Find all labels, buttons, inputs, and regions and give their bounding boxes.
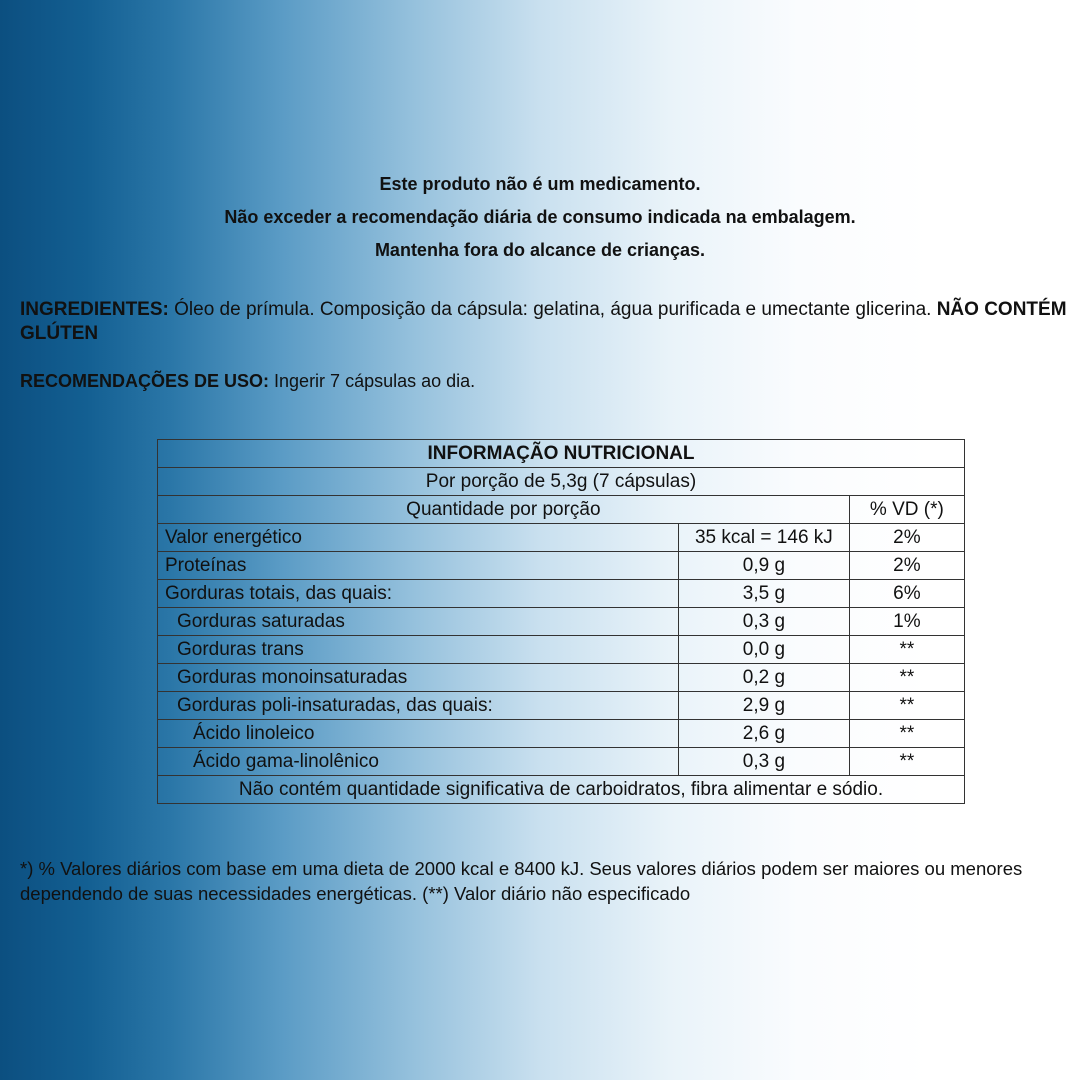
warnings-block (0, 172, 1080, 271)
nutrient-amount: 35 kcal = 146 kJ (679, 524, 850, 552)
nutrient-vd: ** (849, 636, 964, 664)
nutrition-header-row (158, 496, 965, 524)
table-row (158, 524, 965, 552)
nutrient-name: Valor energético (158, 524, 679, 552)
table-row (158, 580, 965, 608)
nutrient-name: Ácido gama-linolênico (158, 748, 679, 776)
nutrient-vd: 2% (849, 524, 964, 552)
ingredients-paragraph (20, 298, 1072, 346)
nutrition-portion: Por porção de 5,3g (7 cápsulas) (158, 468, 965, 496)
nutrient-vd: ** (849, 664, 964, 692)
nutrient-name: Gorduras poli-insaturadas, das quais: (158, 692, 679, 720)
usage-text: Ingerir 7 cápsulas ao dia. (269, 371, 476, 391)
daily-value-footnote: *) % Valores diários com base em uma dieta de 2000 kcal e 8400 kJ. Seus valores diários podem ser maiores ou menores dependendo de suas necessidades energéticas. (**) Valor diário não especificado (20, 858, 1023, 904)
table-row (158, 552, 965, 580)
gluten-free-notice: NÃO CONTÉM GLÚTEN (20, 299, 1067, 344)
table-row (158, 664, 965, 692)
nutrient-amount: 0,0 g (679, 636, 850, 664)
table-row (158, 636, 965, 664)
nutrient-amount: 0,3 g (679, 748, 850, 776)
usage-paragraph (20, 369, 1060, 393)
table-row (158, 748, 965, 776)
nutrient-vd: ** (849, 748, 964, 776)
table-row (158, 608, 965, 636)
nutrition-footer: Não contém quantidade significativa de carboidratos, fibra alimentar e sódio. (158, 776, 965, 804)
ingredients-text: Óleo de prímula. Composição da cápsula: gelatina, água purificada e umectante glicerina. (168, 299, 937, 320)
table-row (158, 720, 965, 748)
nutrient-vd: 2% (849, 552, 964, 580)
header-vd: % VD (*) (849, 496, 964, 524)
nutrient-amount: 2,9 g (679, 692, 850, 720)
nutrient-name: Gorduras monoinsaturadas (158, 664, 679, 692)
nutrient-amount: 0,2 g (679, 664, 850, 692)
warning-not-medicine: Este produto não é um medicamento. (379, 174, 701, 194)
nutrient-vd: 6% (849, 580, 964, 608)
warning-dosage: Não exceder a recomendação diária de consumo indicada na embalagem. (224, 207, 856, 227)
nutrient-name: Proteínas (158, 552, 679, 580)
nutrient-name: Gorduras totais, das quais: (158, 580, 679, 608)
nutrient-vd: 1% (849, 608, 964, 636)
nutrient-amount: 0,9 g (679, 552, 850, 580)
nutrition-title: INFORMAÇÃO NUTRICIONAL (158, 440, 965, 468)
nutrient-name: Ácido linoleico (158, 720, 679, 748)
nutrient-name: Gorduras trans (158, 636, 679, 664)
nutrition-table (157, 439, 965, 804)
warning-children: Mantenha fora do alcance de crianças. (374, 240, 706, 260)
nutrition-footer-row (158, 776, 965, 804)
nutrient-name: Gorduras saturadas (158, 608, 679, 636)
header-quantity: Quantidade por porção (158, 496, 850, 524)
table-row (158, 692, 965, 720)
nutrient-vd: ** (849, 720, 964, 748)
usage-label: RECOMENDAÇÕES DE USO: (20, 371, 270, 391)
nutrition-title-row (158, 440, 965, 468)
nutrient-vd: ** (849, 692, 964, 720)
ingredients-label: INGREDIENTES: (20, 299, 169, 320)
nutrient-amount: 2,6 g (679, 720, 850, 748)
nutrient-amount: 3,5 g (679, 580, 850, 608)
nutrition-portion-row (158, 468, 965, 496)
nutrient-amount: 0,3 g (679, 608, 850, 636)
